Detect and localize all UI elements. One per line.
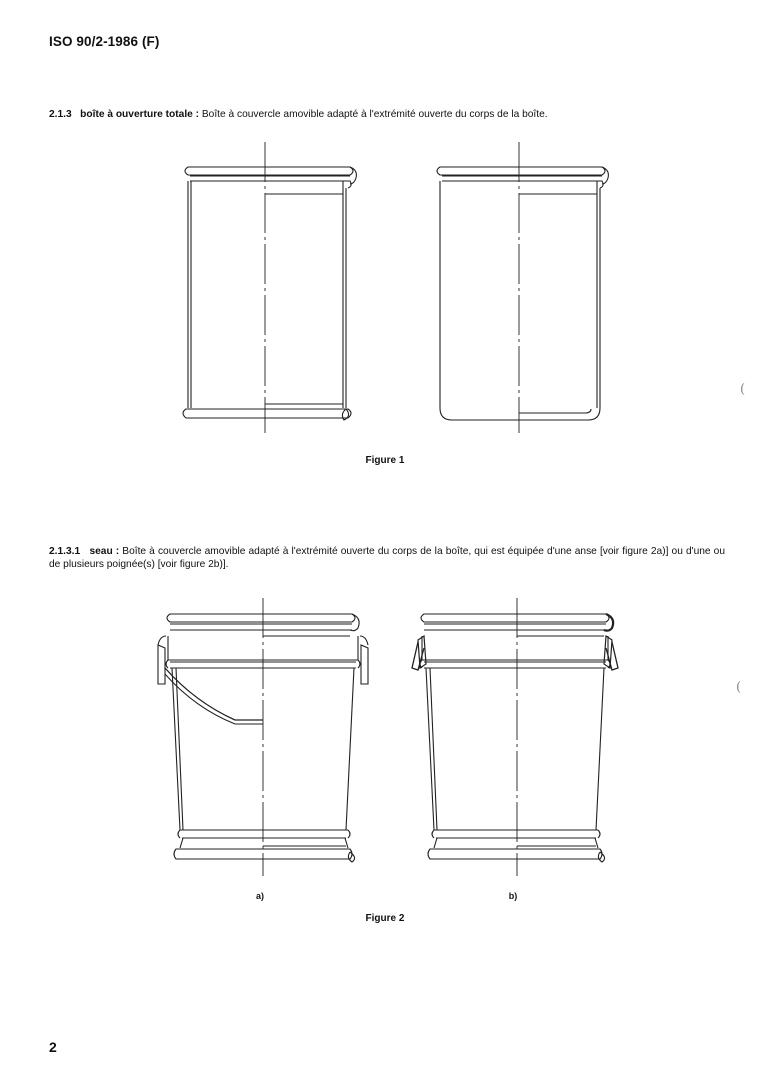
margin-mark: (	[740, 382, 746, 397]
margin-mark: (	[736, 680, 742, 695]
document-header: ISO 90/2-1986 (F)	[49, 34, 160, 49]
section-2-1-3-1	[49, 545, 725, 571]
figure2-caption: Figure 2	[365, 913, 405, 924]
figure1-can-right	[437, 142, 608, 433]
figure2b-pail	[412, 598, 618, 876]
section-text: Boîte à couvercle amovible adapté à l'extrémité ouverte du corps de la boîte.	[199, 109, 548, 120]
page-number: 2	[49, 1039, 57, 1055]
section-term: boîte à ouverture totale :	[80, 109, 200, 120]
section-term: seau :	[89, 546, 120, 557]
section-number: 2.1.3.1	[49, 546, 81, 557]
section-text: Boîte à couvercle amovible adapté à l'extrémité ouverte du corps de la boîte, qui est équipée d'une anse [voir figure 2a)] ou d'une ou de plusieurs poignée(s) [voir figure 2b)].	[49, 546, 725, 570]
figure1-can-left	[183, 142, 356, 433]
figure2a-pail	[158, 598, 368, 876]
figure2b-label: b)	[508, 891, 518, 901]
figure2a-label: a)	[255, 891, 264, 901]
figure1-caption: Figure 1	[365, 455, 405, 466]
section-number: 2.1.3	[49, 109, 72, 120]
